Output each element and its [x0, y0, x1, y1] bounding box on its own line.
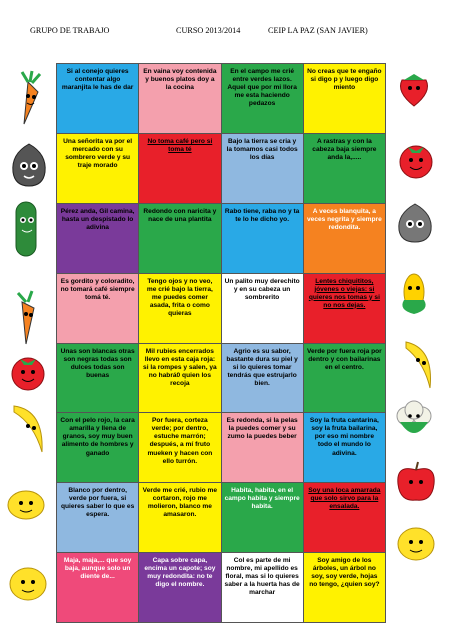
riddle-cell	[304, 204, 385, 273]
riddle-cell	[304, 553, 385, 622]
riddle-cell	[57, 64, 138, 133]
course-label: CURSO 2013/2014	[176, 26, 241, 35]
riddle-cell	[139, 413, 220, 482]
riddle-cell	[304, 483, 385, 552]
riddle-cell	[139, 274, 220, 343]
riddle-text: Unas son blancas otras son negras todas son dulces todas son buenas	[60, 347, 135, 379]
riddle-text: Es gordito y coloradito, no tomará café siempre tomá té.	[60, 277, 135, 301]
tomato-icon	[6, 352, 50, 392]
riddle-text: Lentes chiquititos, jóvenes o viejas: si quieres nos tomas y si no nos dejas.	[308, 277, 380, 309]
banana-icon	[4, 400, 48, 458]
riddle-text: Rabo tiene, raba no y ta te lo he dicho yo.	[224, 207, 300, 223]
garlic-icon	[8, 140, 50, 190]
riddle-cell	[139, 483, 220, 552]
riddle-cell	[139, 204, 220, 273]
riddle-cell	[222, 553, 303, 622]
riddle-cell	[304, 134, 385, 203]
riddle-cell	[139, 134, 220, 203]
riddle-text: Un palito muy derechito y en su cabeza un sombrerito	[224, 277, 300, 301]
riddle-text: En el campo me crié entre verdes lazos. Aquel que por mi llora me esta haciendo pedazos	[227, 68, 297, 108]
riddle-cell	[57, 483, 138, 552]
riddle-text: Tengo ojos y no veo, me crié bajo la tierra, me puedes comer asada, frita o como quieras	[146, 277, 213, 317]
riddle-text: Capa sobre capa, encima un capote; soy muy redondita: no te digo el nombre.	[144, 557, 216, 589]
riddle-cell	[222, 413, 303, 482]
riddle-cell	[222, 483, 303, 552]
lemon-icon	[4, 485, 48, 525]
apple-icon	[394, 458, 438, 504]
riddle-cell	[304, 64, 385, 133]
riddle-text: A rastras y con la cabeza baja siempre anda la,.....	[312, 137, 377, 161]
riddle-text: Agrio es su sabor, bastante dura su piel y si lo quieres tomar tendrás que estrujarlo bien.	[226, 347, 298, 387]
riddle-cell	[57, 553, 138, 622]
riddle-text: Maja, maja,... que soy baja, aunque solo un diente de...	[63, 557, 132, 581]
riddle-grid	[56, 63, 386, 623]
riddle-cell	[57, 134, 138, 203]
carrot-icon	[6, 70, 50, 128]
riddle-text: Si al conejo quieres contentar algo maranjita le has de dar	[61, 68, 134, 92]
tomato-icon	[394, 138, 438, 182]
riddle-cell	[57, 413, 138, 482]
corn-icon	[394, 270, 434, 316]
riddle-text: Con el pelo rojo, la cara amarilla y llena de granos, soy muy buen alimento de hombres y ganado	[60, 417, 135, 457]
riddle-text: No toma café pero si toma té	[147, 137, 213, 153]
riddle-text: Una señorita va por el mercado con su sombrero verde y su traje morado	[63, 137, 133, 169]
banana-icon	[394, 336, 438, 394]
riddle-text: Pérez anda, Gil camina, hasta un despistado lo adivina	[60, 207, 135, 231]
strawberry-icon	[392, 70, 436, 110]
riddle-text: A veces blanquita, a veces negrita y siempre redondita.	[306, 207, 382, 231]
cucumber-icon	[6, 198, 46, 260]
riddle-text: En vaina voy contenida y buenos platos doy a la cocina	[143, 68, 217, 92]
riddle-cell	[304, 413, 385, 482]
riddle-cell	[304, 274, 385, 343]
riddle-cell	[139, 64, 220, 133]
riddle-text: Verde me crié, rubio me cortaron, rojo me molieron, blanco me amasaron.	[142, 487, 218, 519]
riddle-text: Por fuera, corteza verde; por dentro, estuche marrón; después, a mí fruto mueken y hacen con ello turrón.	[147, 417, 213, 465]
riddle-cell	[222, 134, 303, 203]
riddle-text: Soy amigo de los árboles, un árbol no soy, soy verde, hojas no tengo, ¿quien soy?	[309, 557, 380, 589]
riddle-text: Habita, habita, en el campo habita y siempre habita.	[224, 487, 300, 511]
riddle-cell	[57, 344, 138, 413]
riddle-text: Blanco por dentro, verde por fuera, si quieres saber lo que es espera.	[60, 487, 135, 519]
riddle-text: Bajo la tierra se cria y la tomamos casi todos los días	[226, 137, 298, 161]
carrot-icon	[4, 290, 48, 346]
riddle-cell	[222, 204, 303, 273]
cauliflower-icon	[392, 400, 436, 446]
riddle-text: Mil rubies encerrados llevo en esta caja roja: si la rompes y salen, ya no habrá0 quien los recoja	[143, 347, 217, 387]
riddle-text: Es redonda, si la pelas la puedes comer y su zumo la puedes beber	[226, 417, 298, 441]
riddle-text: Col es parte de mi nombre, mi apellido es floral, mas si lo quieres saber a la huerta has de marchar	[224, 557, 300, 597]
riddle-text: No creas que te engaño si digo p y luego digo miento	[307, 68, 382, 92]
school-label: CEIP LA PAZ (SAN JAVIER)	[268, 26, 368, 35]
riddle-cell	[139, 344, 220, 413]
riddle-cell	[222, 274, 303, 343]
riddle-cell	[57, 204, 138, 273]
garlic-icon	[394, 200, 436, 246]
riddle-text: Redondo con naricita y nace de una plantita	[143, 207, 217, 223]
lemon-icon	[394, 520, 438, 568]
riddle-cell	[222, 344, 303, 413]
riddle-text: Soy la fruta cantarina, soy la fruta bailarina, por eso mi nombre todo el mundo lo adivina.	[309, 417, 379, 457]
riddle-cell	[222, 64, 303, 133]
group-label: GRUPO DE TRABAJO	[30, 26, 110, 35]
riddle-text: Verde por fuera roja por dentro y con bailarinas en el centro.	[307, 347, 382, 371]
lemon-icon	[6, 560, 50, 616]
riddle-text: Soy una loca amarrada que solo sirvo para la ensalada.	[308, 487, 381, 511]
riddle-cell	[304, 344, 385, 413]
page-header	[0, 26, 452, 38]
riddle-cell	[57, 274, 138, 343]
riddle-cell	[139, 553, 220, 622]
